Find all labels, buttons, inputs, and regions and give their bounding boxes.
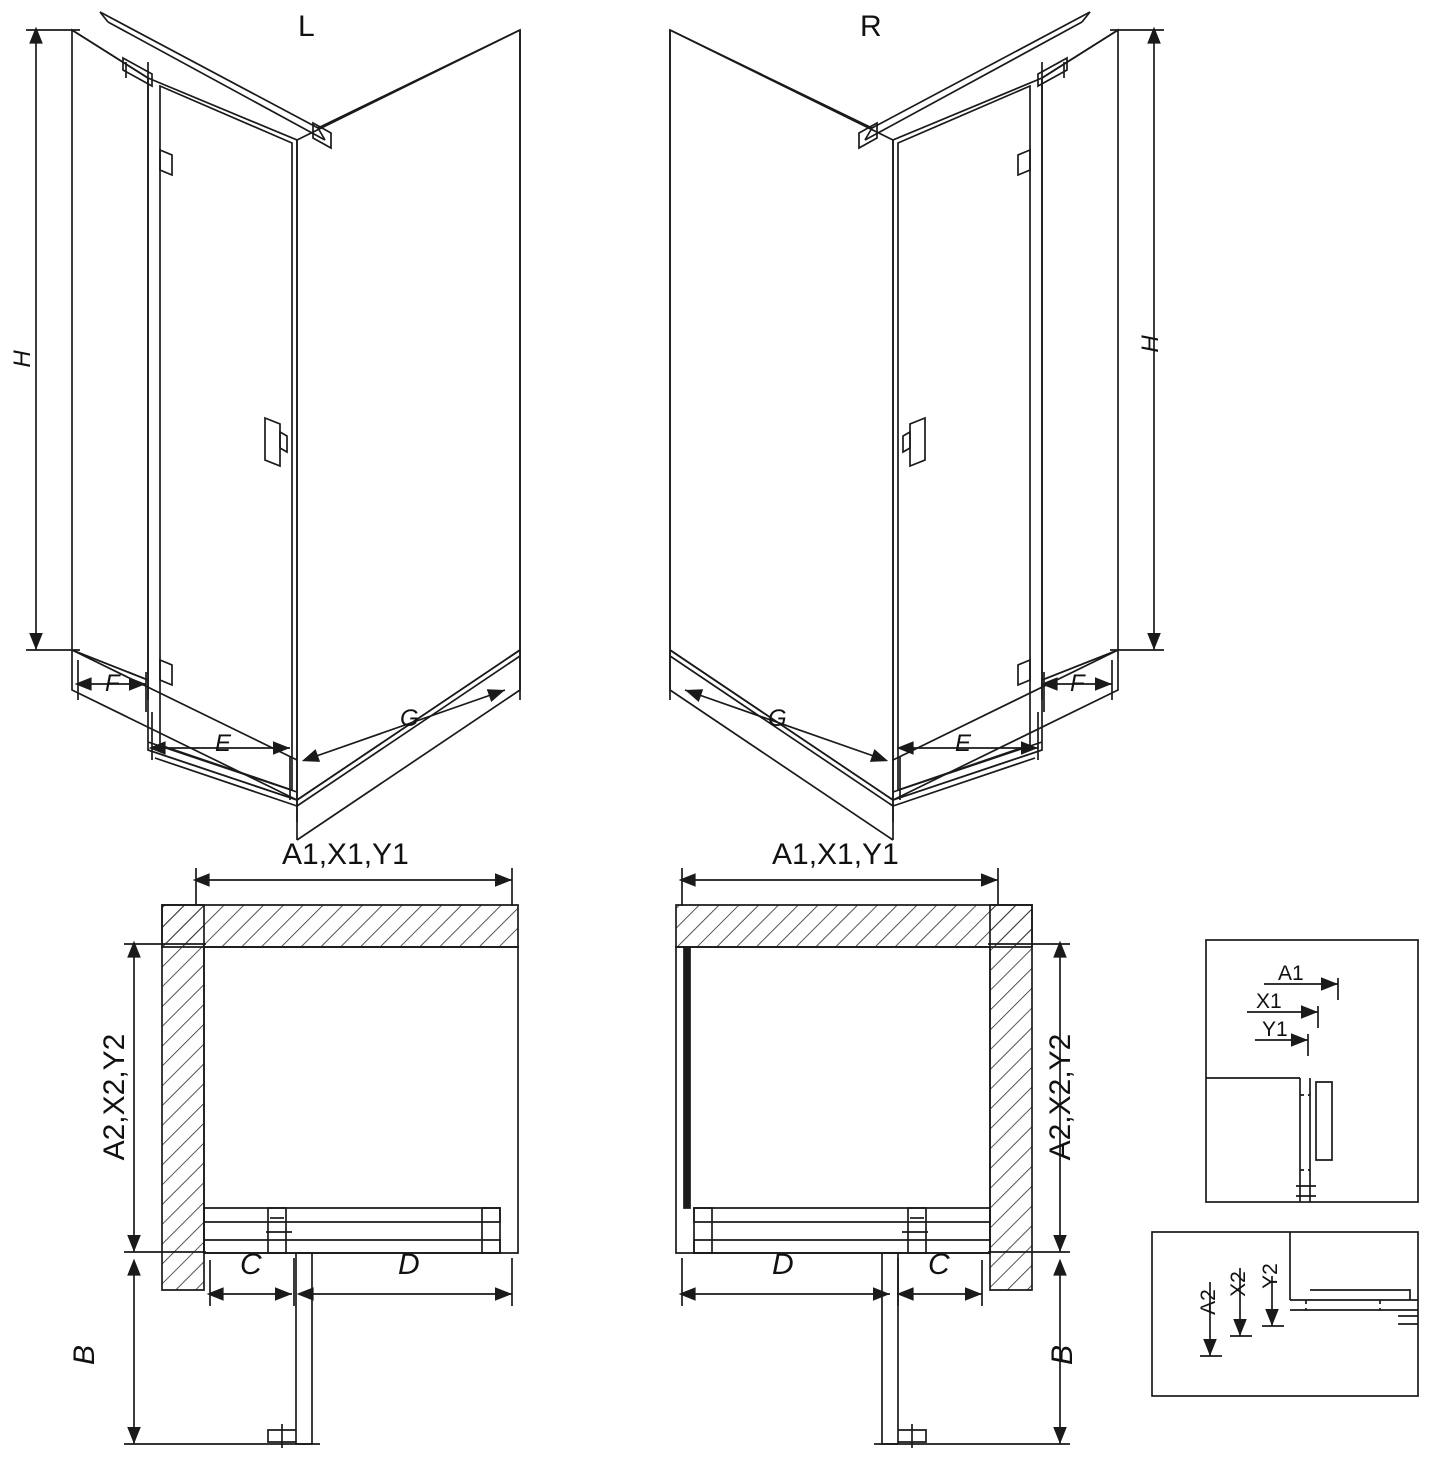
iso-view-left [26, 12, 520, 840]
iso-left-title: L [298, 10, 315, 43]
iso-right-height-label: H [1137, 335, 1164, 353]
detail-bottom-dim-x2: X2 [1227, 1271, 1250, 1297]
plan-right-side-dim: A2,X2,Y2 [1044, 1033, 1077, 1161]
iso-left-label-f: F [105, 670, 120, 697]
plan-left-top-dim: A1,X1,Y1 [282, 838, 409, 871]
plan-left-seg-c: C [240, 1248, 262, 1281]
detail-bottom-dim-a2: A2 [1197, 1289, 1220, 1315]
iso-left-label-e: E [215, 730, 232, 757]
detail-bottom-dim-y2: Y2 [1259, 1263, 1282, 1289]
plan-right-seg-b: B [1046, 1345, 1079, 1366]
plan-left-seg-d: D [398, 1248, 420, 1281]
detail-top-dim-y1: Y1 [1262, 1018, 1288, 1041]
detail-top-dim-x1: X1 [1256, 990, 1282, 1013]
iso-right-label-e: E [955, 730, 972, 757]
iso-left-label-g: G [400, 705, 419, 732]
plan-view-left [124, 868, 518, 1448]
plan-right-seg-c: C [928, 1248, 950, 1281]
plan-left-seg-b: B [68, 1345, 101, 1366]
iso-left-height-label: H [9, 350, 36, 368]
plan-view-right [676, 868, 1070, 1448]
plan-left-side-dim: A2,X2,Y2 [98, 1033, 131, 1161]
iso-view-right [670, 12, 1164, 840]
iso-right-label-g: G [768, 705, 787, 732]
detail-bottom [1152, 1232, 1418, 1396]
detail-top [1206, 940, 1418, 1202]
plan-right-top-dim: A1,X1,Y1 [772, 838, 899, 871]
plan-right-seg-d: D [772, 1248, 794, 1281]
iso-right-title: R [860, 10, 882, 43]
detail-top-dim-a1: A1 [1278, 962, 1304, 985]
iso-right-label-f: F [1070, 670, 1085, 697]
